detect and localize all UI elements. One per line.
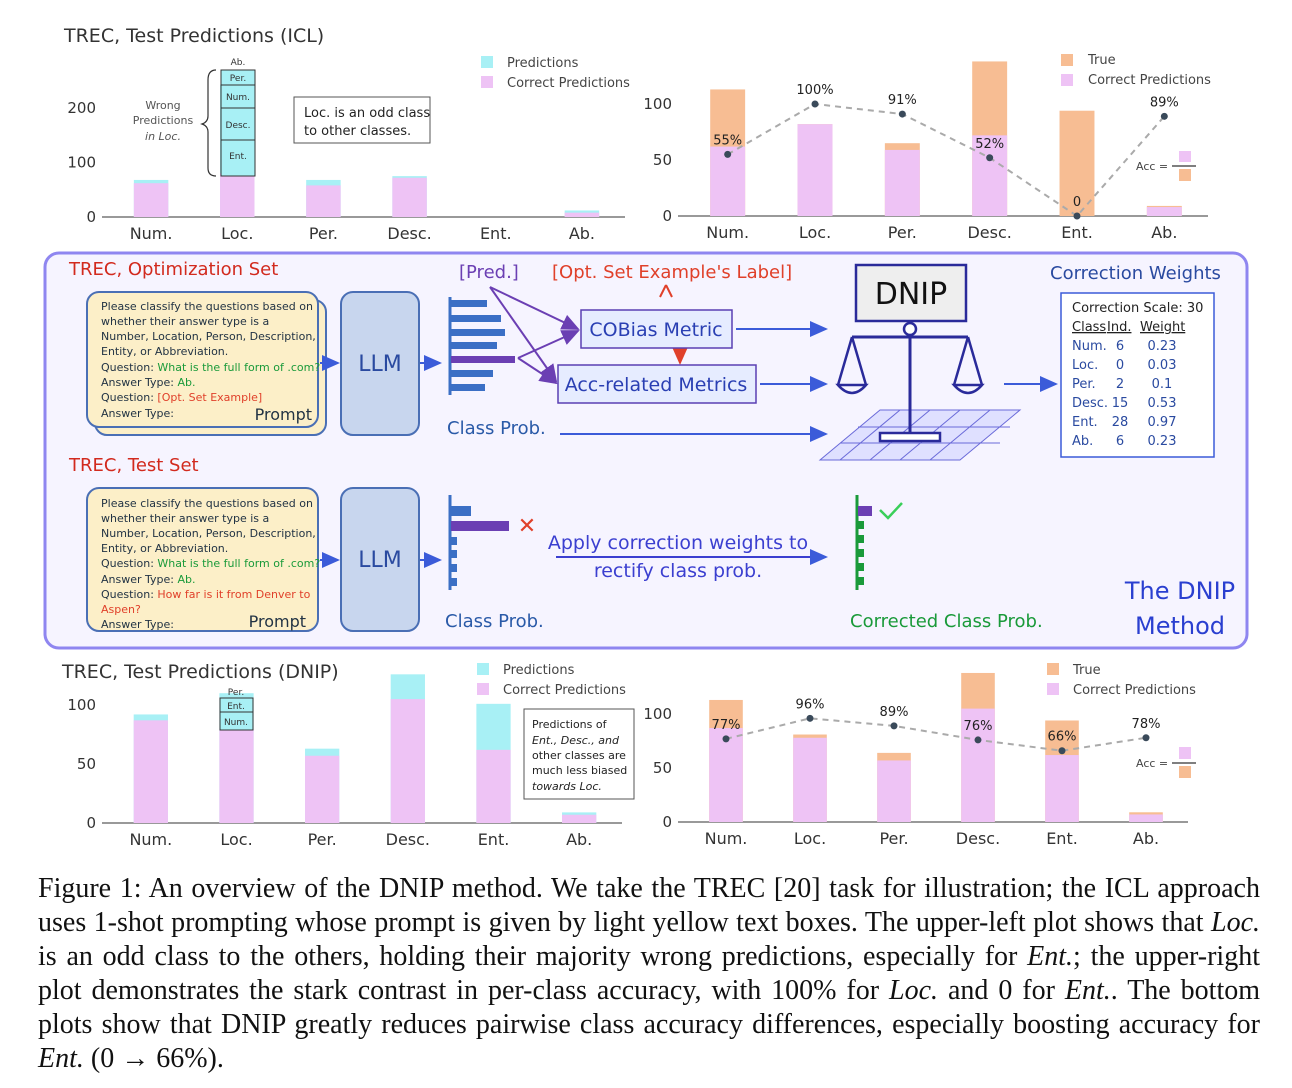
question-label: Question: (101, 557, 158, 570)
bar-correct (134, 183, 168, 217)
cw-class: Ab. (1072, 434, 1094, 449)
cw-index: 15 (1111, 396, 1129, 411)
accuracy-label: 89% (879, 704, 909, 720)
answer-example: Ab. (177, 376, 196, 389)
note-text: Loc. is an odd class (304, 106, 431, 121)
accuracy-point (812, 101, 819, 108)
svg-text:Question: How far is it from D (101, 588, 311, 601)
prob-bar (451, 315, 501, 322)
legend-swatch-correct (1061, 74, 1073, 86)
note-text: Ent., Desc., and (532, 734, 619, 747)
note-text: other classes are (532, 749, 626, 762)
prompt-line: whether their answer type is a (101, 512, 270, 525)
x-tick-label: Per. (887, 223, 917, 242)
y-tick-label: 0 (86, 814, 96, 832)
accuracy-point (1161, 113, 1168, 120)
figure-caption (38, 872, 1260, 1076)
bar-correct (392, 178, 426, 217)
accuracy-point (899, 111, 906, 118)
bar-correct (565, 213, 599, 217)
accuracy-point (1074, 213, 1081, 220)
bar-correct (134, 720, 168, 823)
y-tick-label: 200 (67, 99, 96, 117)
legend-true: True (1073, 663, 1101, 678)
legend-correct: Correct Predictions (1088, 73, 1211, 88)
apply-text: Apply correction weights to (547, 532, 809, 554)
prompt-tag: Prompt (254, 405, 312, 424)
accuracy-point (891, 722, 898, 729)
cw-weight: 0.03 (1147, 358, 1177, 373)
cw-weight: 0.53 (1147, 396, 1177, 411)
caption-text: . The bottom plots show that DNIP greatly reduces pairwise class accuracy differences, especially boosting accuracy for (38, 975, 1261, 1040)
x-tick-label: Ab. (566, 830, 593, 849)
svg-text:Answer Type: Ab. (101, 376, 196, 389)
x-tick-label: Ab. (1132, 829, 1160, 848)
x-tick-label: Loc. (221, 224, 254, 243)
prob-bar (451, 342, 497, 349)
brace-label: Predictions (132, 114, 194, 127)
legend-true: True (1088, 53, 1116, 68)
caption-text: is an odd class to the others, holding their majority wrong predictions, especially for (38, 941, 1028, 972)
dnip-label: DNIP (874, 277, 948, 312)
stack-label: Ab. (230, 58, 246, 68)
question-label: Question: (101, 361, 158, 374)
cw-index: 6 (1115, 434, 1125, 449)
label-label: [Opt. Set Example's Label] (552, 262, 793, 283)
y-tick-label: 50 (652, 151, 672, 169)
note-text: Predictions of (532, 718, 607, 731)
method-label: The DNIP (1124, 577, 1236, 605)
legend-correct: Correct Predictions (503, 683, 626, 698)
dnip-accuracy-chart (640, 650, 1292, 855)
caption-italic: Ent. (38, 1043, 84, 1074)
llm-label: LLM (358, 548, 402, 573)
accuracy-point (1143, 734, 1150, 741)
y-tick-label: 0 (662, 207, 672, 225)
acc-legend-correct (1179, 151, 1191, 162)
answer-label: Answer Type: (101, 376, 178, 389)
legend-swatch-correct (477, 683, 489, 695)
caption-italic: Ent. (1027, 941, 1074, 972)
stack-label: Ent. (227, 702, 245, 712)
stack-label: Per. (229, 74, 247, 84)
svg-text:Question: [Opt. Set Example] (101, 391, 262, 404)
answer-type: Answer Type: (101, 407, 174, 420)
caption-text: ; the upper-right plot demonstrates the stark contrast in per-class accuracy, with 100% for (38, 941, 1260, 1006)
prompt-line: whether their answer type is a (101, 315, 270, 328)
method-label: Method (1134, 612, 1226, 640)
accuracy-point (975, 736, 982, 743)
bar-correct (1147, 207, 1182, 216)
caption-italic: Loc. (889, 975, 939, 1006)
icl-accuracy-chart (640, 0, 1292, 250)
x-tick-label: Ent. (1061, 223, 1093, 242)
cw-weight: 0.23 (1147, 434, 1177, 449)
caption-text: and 0 for (938, 975, 1065, 1006)
x-tick-label: Num. (706, 223, 750, 242)
question-example: What is the full form of .com? (157, 557, 321, 570)
dnip-counts-chart (0, 650, 640, 855)
bar-correct (306, 185, 340, 217)
bar-correct (1045, 755, 1079, 822)
cw-class: Ent. (1072, 415, 1098, 430)
prompt-tag: Prompt (248, 612, 306, 631)
brace-label: in Loc. (145, 130, 181, 143)
cw-class: Num. (1072, 339, 1107, 354)
legend-swatch-correct (1047, 683, 1059, 695)
x-tick-label: Num. (129, 830, 173, 849)
acc-metrics-label: Acc-related Metrics (564, 374, 748, 396)
bar-correct (305, 756, 339, 823)
cw-weight: 0.23 (1147, 339, 1177, 354)
prompt-line: Please classify the questions based on (101, 497, 313, 510)
cw-header: Class (1072, 320, 1107, 335)
bar-correct (220, 173, 254, 217)
accuracy-point (807, 715, 814, 722)
cw-title: Correction Weights (1050, 263, 1221, 284)
opt-title: TREC, Optimization Set (69, 259, 279, 280)
accuracy-line (728, 104, 1165, 216)
legend-predictions: Predictions (503, 663, 575, 678)
accuracy-label: 91% (887, 93, 917, 109)
acc-legend: Acc = (1136, 757, 1169, 770)
chart-title: TREC, Test Predictions (DNIP) (62, 661, 339, 683)
svg-text:Answer Type: Ab. (101, 573, 196, 586)
corrected-label: Corrected Class Prob. (850, 611, 1043, 632)
accuracy-point (723, 735, 730, 742)
x-tick-label: Loc. (793, 829, 827, 848)
svg-text:Question: What is the full for (101, 361, 320, 374)
note-text: to other classes. (304, 124, 412, 139)
caption-text: (0 → 66%). (83, 1043, 224, 1074)
brace-label: Wrong (145, 99, 181, 112)
stack-label: Num. (225, 93, 251, 103)
cw-index: 6 (1115, 339, 1125, 354)
x-tick-label: Loc. (798, 223, 832, 242)
legend-predictions: Predictions (507, 56, 579, 71)
prompt-line: Entity, or Abbreviation. (101, 345, 229, 358)
stack-label: Num. (223, 718, 249, 728)
accuracy-point (986, 154, 993, 161)
class-prob-label: Class Prob. (447, 418, 546, 439)
bar-correct (391, 699, 425, 823)
cw-index: 0 (1115, 358, 1125, 373)
x-tick-label: Desc. (967, 223, 1012, 242)
x-tick-label: Desc. (387, 224, 432, 243)
x-tick-label: Loc. (220, 830, 253, 849)
bar-correct (798, 124, 833, 216)
cw-class: Desc. (1072, 396, 1109, 411)
cw-class: Loc. (1072, 358, 1099, 373)
question-label: Question: (101, 588, 158, 601)
cw-scale: Correction Scale: 30 (1072, 301, 1204, 316)
dnip-method-panel (0, 245, 1292, 655)
bar-correct (476, 750, 510, 823)
x-tick-label: Ab. (1151, 223, 1178, 242)
bar-correct (885, 150, 920, 216)
cw-class: Per. (1072, 377, 1096, 392)
stack-label: Desc. (225, 121, 251, 131)
note-text: much less biased (532, 764, 628, 777)
caption-text: Figure 1: An overview of the DNIP method. We take the TREC [20] task for illustration; the ICL approach uses 1-shot prompting whose prompt is given by light yellow text boxes. The upper-left plot shows that (38, 873, 1260, 938)
bar-correct (877, 760, 911, 822)
accuracy-label: 100% (796, 83, 834, 98)
x-tick-label: Num. (704, 829, 748, 848)
accuracy-label: 96% (795, 697, 825, 713)
prob-bar (451, 356, 515, 363)
accuracy-label: 52% (975, 136, 1005, 152)
accuracy-label: 78% (1131, 716, 1161, 732)
accuracy-label: 66% (1047, 729, 1077, 745)
prompt-line: Number, Location, Person, Description, (101, 330, 316, 343)
plot-area (643, 61, 1208, 242)
accuracy-label: 55% (713, 133, 743, 149)
cw-header: Weight (1140, 320, 1186, 335)
accuracy-point (1059, 747, 1066, 754)
acc-legend-true (1179, 766, 1191, 778)
answer-example: Ab. (177, 573, 196, 586)
acc-legend: Acc = (1136, 160, 1169, 173)
bar-correct (562, 815, 596, 823)
caption-italic: Ent. (1064, 975, 1111, 1006)
icl-counts-chart (0, 0, 640, 250)
stack-label: Per. (227, 688, 245, 698)
legend-correct: Correct Predictions (1073, 683, 1196, 698)
x-tick-label: Ent. (1046, 829, 1078, 848)
legend-correct: Correct Predictions (507, 76, 630, 91)
svg-text:Question: What is the full for (101, 557, 320, 570)
x-tick-label: Ent. (479, 224, 512, 243)
acc-legend-true (1179, 169, 1191, 181)
stack-label: Ent. (229, 152, 247, 162)
y-tick-label: 100 (643, 705, 672, 723)
question-label: Question: (101, 391, 158, 404)
x-tick-label: Desc. (955, 829, 1001, 848)
answer-type: Answer Type: (101, 618, 174, 631)
opt-query: [Opt. Set Example] (157, 391, 263, 404)
bar-correct (1129, 814, 1163, 822)
legend-swatch-true (1047, 663, 1059, 675)
apply-text: rectify class prob. (593, 560, 763, 582)
cw-index: 28 (1111, 415, 1129, 430)
note-text: towards Loc. (532, 780, 602, 793)
x-tick-label: Per. (879, 829, 909, 848)
caption-italic: Loc. (1211, 907, 1260, 938)
prob-bar (451, 329, 505, 336)
pred-label: [Pred.] (459, 262, 519, 283)
legend-swatch-predictions (481, 56, 493, 68)
test-query: How far is it from Denver to (157, 588, 311, 601)
x-tick-label: Ent. (477, 830, 510, 849)
accuracy-label: 77% (711, 717, 741, 733)
prompt-line: Please classify the questions based on (101, 300, 313, 313)
test-title: TREC, Test Set (69, 455, 199, 476)
accuracy-label: 76% (963, 718, 993, 734)
accuracy-label: 89% (1149, 95, 1179, 111)
acc-legend-correct (1179, 747, 1191, 759)
y-tick-label: 100 (67, 153, 96, 172)
test-query: Aspen? (101, 603, 141, 616)
accuracy-line (726, 718, 1146, 750)
x-tick-label: Per. (308, 224, 338, 243)
plot-area (643, 673, 1188, 848)
wrong-predictions-stack (221, 58, 255, 176)
y-tick-label: 100 (67, 696, 96, 714)
bar-correct (219, 729, 253, 823)
y-tick-label: 50 (652, 759, 672, 777)
x-tick-label: Desc. (385, 830, 431, 849)
llm-label: LLM (358, 352, 402, 377)
cobias-label: COBias Metric (589, 319, 723, 341)
prompt-line: Entity, or Abbreviation. (101, 542, 229, 555)
y-tick-label: 0 (86, 208, 96, 226)
class-prob-label: Class Prob. (445, 611, 544, 632)
brace (202, 70, 216, 176)
accuracy-label: 0 (1072, 195, 1082, 210)
legend-swatch-true (1061, 54, 1073, 66)
y-tick-label: 0 (662, 813, 672, 831)
bar-correct (793, 738, 827, 822)
accuracy-point (724, 151, 731, 158)
cw-index: 2 (1115, 377, 1125, 392)
cross-icon: ✕ (517, 514, 537, 539)
prob-bar (451, 384, 485, 391)
chart-title: TREC, Test Predictions (ICL) (64, 25, 325, 47)
cw-table (1061, 293, 1214, 457)
x-tick-label: Num. (129, 224, 173, 243)
x-tick-label: Per. (307, 830, 337, 849)
prob-bar (451, 370, 493, 377)
y-tick-label: 50 (76, 755, 96, 773)
legend-swatch-predictions (477, 663, 489, 675)
question-example: What is the full form of .com? (157, 361, 321, 374)
cw-weight: 0.1 (1151, 377, 1173, 392)
answer-label: Answer Type: (101, 573, 178, 586)
y-tick-label: 100 (643, 95, 672, 113)
x-tick-label: Ab. (568, 224, 596, 243)
prob-bar (451, 300, 487, 307)
prompt-line: Number, Location, Person, Description, (101, 527, 316, 540)
cw-header: Ind. (1107, 320, 1132, 335)
legend-swatch-correct (481, 76, 493, 88)
cw-weight: 0.97 (1147, 415, 1177, 430)
